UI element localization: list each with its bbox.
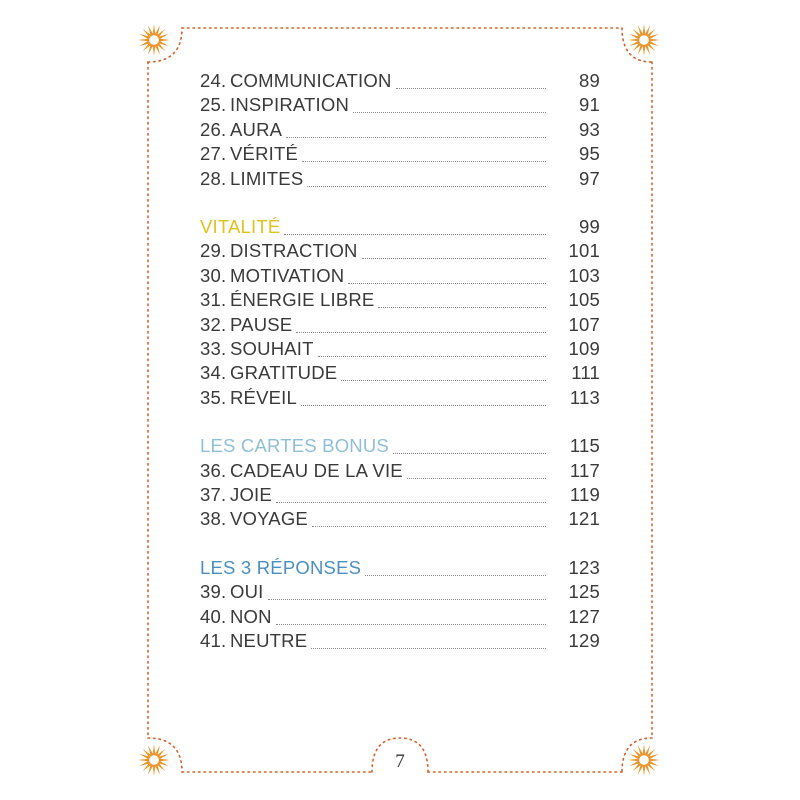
sun-star-icon xyxy=(136,22,172,58)
toc-entry-title: JOIE xyxy=(230,484,272,505)
toc-entry-number: 33. xyxy=(200,338,227,359)
toc-entry-row xyxy=(200,314,600,338)
dot-leader xyxy=(407,477,546,479)
toc-page-number: 127 xyxy=(568,605,600,627)
dot-leader xyxy=(396,87,546,89)
page-number: 7 xyxy=(395,751,405,772)
toc-page-number: 123 xyxy=(568,556,600,578)
toc-page-number: 111 xyxy=(571,362,600,384)
toc-entry-number: 34. xyxy=(200,362,227,384)
toc-page-number: 125 xyxy=(568,581,600,603)
dot-leader xyxy=(284,233,546,235)
toc-entry-row xyxy=(200,508,600,532)
toc-entry-row xyxy=(200,338,600,362)
dot-leader xyxy=(362,257,546,259)
toc-entry-number: 40. xyxy=(200,605,227,627)
toc-page-number: 93 xyxy=(579,118,600,140)
dot-leader xyxy=(301,404,546,406)
toc-entry-number: 26. xyxy=(200,118,227,140)
dot-leader xyxy=(286,136,546,138)
dot-leader xyxy=(378,306,546,308)
toc-entry-number: 24. xyxy=(200,70,227,91)
toc-entry-row xyxy=(200,289,600,313)
sun-star-icon xyxy=(626,22,662,58)
toc-section-row xyxy=(200,557,600,581)
toc-entry-title: CADEAU DE LA VIE xyxy=(230,459,403,481)
sun-star-icon xyxy=(626,742,662,778)
toc-entry-title: NON xyxy=(230,605,272,627)
dot-leader xyxy=(276,501,546,503)
toc-entry-number: 35. xyxy=(200,386,227,408)
toc-entry-title: VOYAGE xyxy=(230,508,308,530)
toc-entry-row xyxy=(200,119,600,143)
toc-entry-title: MOTIVATION xyxy=(230,264,345,286)
toc-entry-number: 37. xyxy=(200,484,227,505)
dot-leader xyxy=(276,623,546,625)
toc-entry-row xyxy=(200,94,600,118)
toc-page-number: 89 xyxy=(579,70,600,91)
toc-page-number: 129 xyxy=(568,630,600,651)
toc-page-number: 105 xyxy=(568,289,600,311)
toc-page-number: 119 xyxy=(569,484,600,505)
dot-leader xyxy=(341,379,546,381)
toc-page-number: 117 xyxy=(569,459,600,481)
toc-entry-title: INSPIRATION xyxy=(230,94,350,116)
toc-section-title: VITALITÉ xyxy=(200,216,281,237)
toc-entry-title: SOUHAIT xyxy=(230,338,314,359)
toc-page-number: 109 xyxy=(568,338,600,359)
toc-entry-row xyxy=(200,143,600,167)
toc-entry-number: 39. xyxy=(200,581,227,603)
dot-leader xyxy=(307,185,546,187)
dot-leader xyxy=(296,331,546,333)
dot-leader xyxy=(318,355,546,357)
toc-page-number: 91 xyxy=(579,94,600,116)
toc-entry-row xyxy=(200,387,600,411)
toc-page-number: 113 xyxy=(569,386,600,408)
toc-section-row xyxy=(200,216,600,240)
toc-page-number: 103 xyxy=(568,264,600,286)
toc-entry-row xyxy=(200,168,600,192)
dot-leader xyxy=(393,452,546,454)
toc-entry-number: 28. xyxy=(200,167,227,189)
toc-entry-number: 31. xyxy=(200,289,227,311)
toc-page-number: 115 xyxy=(569,435,600,457)
toc-entry-title: GRATITUDE xyxy=(230,362,338,384)
toc-entry-title: ÉNERGIE LIBRE xyxy=(230,289,375,311)
dot-leader xyxy=(302,160,546,162)
dot-leader xyxy=(268,598,547,600)
toc-section-row xyxy=(200,435,600,459)
toc-entry-number: 30. xyxy=(200,264,227,286)
toc-entry-row xyxy=(200,70,600,94)
toc-page-number: 95 xyxy=(579,143,600,165)
toc-entry-title: PAUSE xyxy=(230,313,293,335)
toc-entry-number: 32. xyxy=(200,313,227,335)
toc-page-number: 121 xyxy=(568,508,600,530)
toc-entry-number: 36. xyxy=(200,459,227,481)
dot-leader xyxy=(353,111,546,113)
toc-page-number: 107 xyxy=(568,313,600,335)
toc-entry-row xyxy=(200,630,600,654)
toc-entry-title: OUI xyxy=(230,581,264,603)
toc-entry-number: 25. xyxy=(200,94,227,116)
toc-page-number: 97 xyxy=(579,167,600,189)
toc-page-number: 101 xyxy=(568,240,600,262)
toc-entry-number: 41. xyxy=(200,630,227,651)
toc-entry-row xyxy=(200,460,600,484)
toc-entry-row xyxy=(200,362,600,386)
toc-page-number: 99 xyxy=(579,216,600,237)
toc-entry-title: NEUTRE xyxy=(230,630,308,651)
toc-entry-number: 38. xyxy=(200,508,227,530)
toc-entry-title: AURA xyxy=(230,118,283,140)
toc-entry-row xyxy=(200,265,600,289)
toc-entry-title: RÉVEIL xyxy=(230,386,298,408)
toc-entry-row xyxy=(200,581,600,605)
toc-entry-title: DISTRACTION xyxy=(230,240,358,262)
toc-entry-row xyxy=(200,240,600,264)
toc-section-title: LES 3 RÉPONSES xyxy=(200,556,362,578)
dot-leader xyxy=(312,525,546,527)
sun-star-icon xyxy=(136,742,172,778)
toc-entry-title: LIMITES xyxy=(230,167,304,189)
toc-section-title: LES CARTES BONUS xyxy=(200,435,389,457)
toc-entry-row xyxy=(200,606,600,630)
toc-entry-number: 29. xyxy=(200,240,227,262)
toc-entry-row xyxy=(200,484,600,508)
toc-entry-title: COMMUNICATION xyxy=(230,70,392,91)
dot-leader xyxy=(311,647,546,649)
toc-entry-number: 27. xyxy=(200,143,227,165)
dot-leader xyxy=(365,574,546,576)
dot-leader xyxy=(348,282,546,284)
toc-entry-title: VÉRITÉ xyxy=(230,143,299,165)
